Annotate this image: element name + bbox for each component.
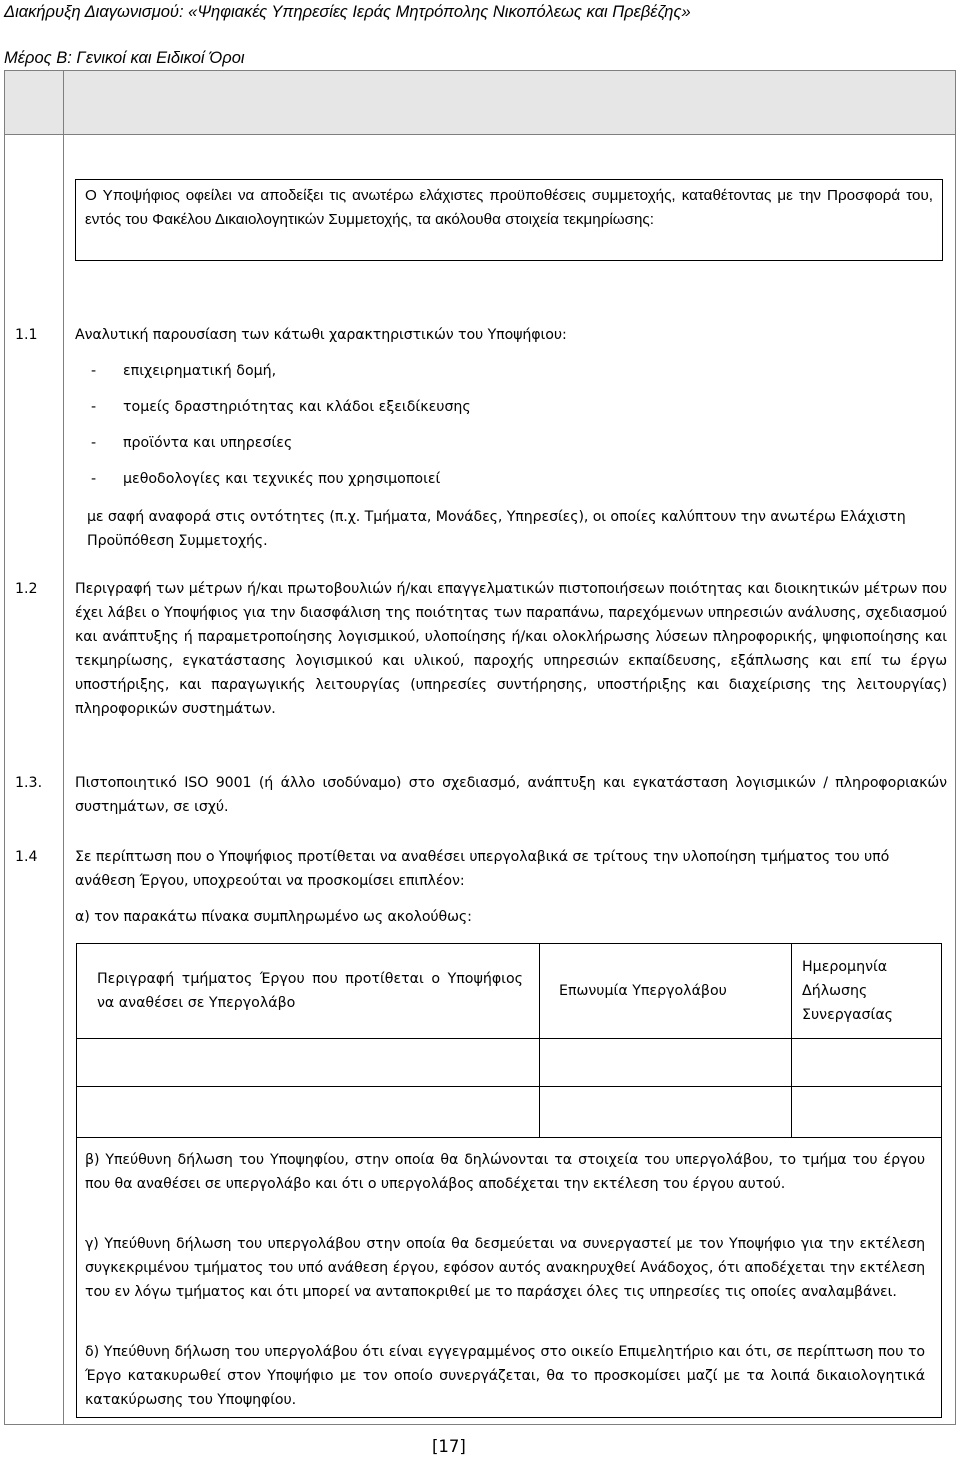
- item-1-1-bullet: [91, 431, 292, 455]
- bullet-text: μεθοδολογίες και τεχνικές που χρησιμοποιεί: [123, 471, 441, 487]
- item-1-1-bullet: [91, 359, 276, 383]
- table-cell[interactable]: [792, 1039, 942, 1087]
- page-number: [17]: [432, 1437, 466, 1456]
- bullet-text: προϊόντα και υπηρεσίες: [123, 435, 293, 451]
- item-1-4-text: Σε περίπτωση που ο Υποψήφιος προτίθεται να αναθέσει υπεργολαβικά σε τρίτους την υλοποίηση τμήματος του υπό ανάθεση Έργου, υποχρεούται να προσκομίσει επιπλέον:: [75, 849, 890, 889]
- item-1-2-number: 1.2: [15, 581, 38, 597]
- item-1-1-closing: με σαφή αναφορά στις οντότητες (π.χ. Τμήματα, Μονάδες, Υπηρεσίες), οι οποίες καλύπτουν την ανωτέρω Ελάχιστη Προϋπόθεση Συμμετοχής.: [87, 509, 906, 549]
- item-1-1-title: Αναλυτική παρουσίαση των κάτωθι χαρακτηριστικών του Υποψήφιου:: [75, 327, 567, 343]
- bullet-dash: -: [91, 399, 97, 415]
- item-1-1-number: 1.1: [15, 327, 38, 343]
- table-header-subcontractor: Επωνυμία Υπεργολάβου: [540, 944, 792, 1039]
- table-cell[interactable]: [77, 1087, 540, 1138]
- item-1-4-b: β) Υπεύθυνη δήλωση του Υποψηφίου, στην οποία θα δηλώνονται τα στοιχεία του υπεργολάβου, το τμήμα του έργου που θα αναθέσει σε υπεργολάβο και ότι ο υπεργολάβος αποδέχεται την εκτέλεση του έργου αυτού.: [85, 1152, 925, 1192]
- document-header-title: Διακήρυξη Διαγωνισμού: «Ψηφιακές Υπηρεσίες Ιεράς Μητρόπολης Νικοπόλεως και Πρεβέζης»: [4, 3, 691, 21]
- table-row: [77, 1087, 942, 1138]
- table-header-description: Περιγραφή τμήματος Έργου που προτίθεται ο Υποψήφιος να αναθέσει σε Υπεργολάβο: [77, 944, 540, 1039]
- table-cell[interactable]: [540, 1087, 792, 1138]
- item-1-3-number: 1.3.: [15, 775, 43, 791]
- bullet-dash: -: [91, 363, 97, 379]
- bullet-text: επιχειρηματική δομή,: [123, 363, 277, 379]
- shaded-header-row: [5, 71, 955, 135]
- table-header-row: [77, 944, 942, 1039]
- number-column-divider: [63, 135, 64, 1424]
- item-1-4-number: 1.4: [15, 849, 38, 865]
- table-cell[interactable]: [792, 1087, 942, 1138]
- item-1-3-text: Πιστοποιητικό ISO 9001 (ή άλλο ισοδύναμο) στο σχεδιασμό, ανάπτυξη και εγκατάσταση λογισμικών / πληροφοριακών συστημάτων, σε ισχύ.: [75, 775, 947, 815]
- item-1-1-bullet: [91, 395, 471, 419]
- table-cell[interactable]: [540, 1039, 792, 1087]
- table-header-date: Ημερομηνία Δήλωσης Συνεργασίας: [792, 944, 942, 1039]
- item-1-2-text: Περιγραφή των μέτρων ή/και πρωτοβουλιών ή/και επαγγελματικών πιστοποιήσεων ποιότητας και διοικητικών μέτρων που έχει λάβει ο Υποψήφιος για την διασφάλιση της ποιότητας των παραπάνω, παρεχόμενων υπηρεσιών ανάλυσης, σχεδιασμού και ανάπτυξης ή παραμετροποίησης λογισμικού, υλοποίησης ή/και ολοκλήρωσης λύσεων πληροφορικής, ψηφιοποίησης και τεκμηρίωσης, εγκατάστασης λογισμικού και υλικού, παροχής υπηρεσιών εκπαίδευσης, εξάπλωσης και επί τω έργω υποστήριξης, και παραγωγικής λειτουργίας (υπηρεσίες συντήρησης, υποστήριξης και διαχείρισης της λειτουργίας) πληροφορικών συστημάτων.: [75, 581, 947, 717]
- subcontractor-table: [76, 943, 942, 1138]
- item-1-1-bullet: [91, 467, 440, 491]
- bullet-dash: -: [91, 435, 97, 451]
- bullet-text: τομείς δραστηριότητας και κλάδοι εξειδίκευσης: [123, 399, 471, 415]
- requirement-note: Ο Υποψήφιος οφείλει να αποδείξει τις ανωτέρω ελάχιστες προϋποθέσεις συμμετοχής, καταθέτοντας με την Προσφορά του, εντός του Φακέλου Δικαιολογητικών Συμμετοχής, τα ακόλουθα στοιχεία τεκμηρίωσης:: [75, 179, 943, 261]
- bullet-dash: -: [91, 471, 97, 487]
- table-row: [77, 1039, 942, 1087]
- column-divider: [63, 71, 64, 135]
- declarations-box: [76, 1138, 942, 1418]
- item-1-4-a: α) τον παρακάτω πίνακα συμπληρωμένο ως ακολούθως:: [75, 909, 472, 925]
- item-1-4-c: γ) Υπεύθυνη δήλωση του υπεργολάβου στην οποία θα δεσμεύεται να συνεργαστεί με τον Υποψήφιο για την εκτέλεση συγκεκριμένου τμήματος του υπό ανάθεση έργου, εφόσον αυτός ανακηρυχθεί Ανάδοχος, ότι αποδέχεται την εκτέλεση του εν λόγω τμήματος και ότι μπορεί να ανταποκριθεί με το παράσχει όλες τις υπηρεσίες τις οποίες αναλαμβάνει.: [85, 1236, 925, 1300]
- item-1-4-d: δ) Υπεύθυνη δήλωση του υπεργολάβου ότι είναι εγγεγραμμένος στο οικείο Επιμελητήριο και ότι, σε περίπτωση που το Έργο κατακυρωθεί στον Υποψήφιο με τον οποίο συνεργάζεται, θα το προσκομίσει μαζί με τα λοιπά δικαιολογητικά κατακύρωσης του Υποψηφίου.: [85, 1344, 925, 1408]
- table-cell[interactable]: [77, 1039, 540, 1087]
- document-header-part: Μέρος Β: Γενικοί και Ειδικοί Όροι: [4, 49, 245, 67]
